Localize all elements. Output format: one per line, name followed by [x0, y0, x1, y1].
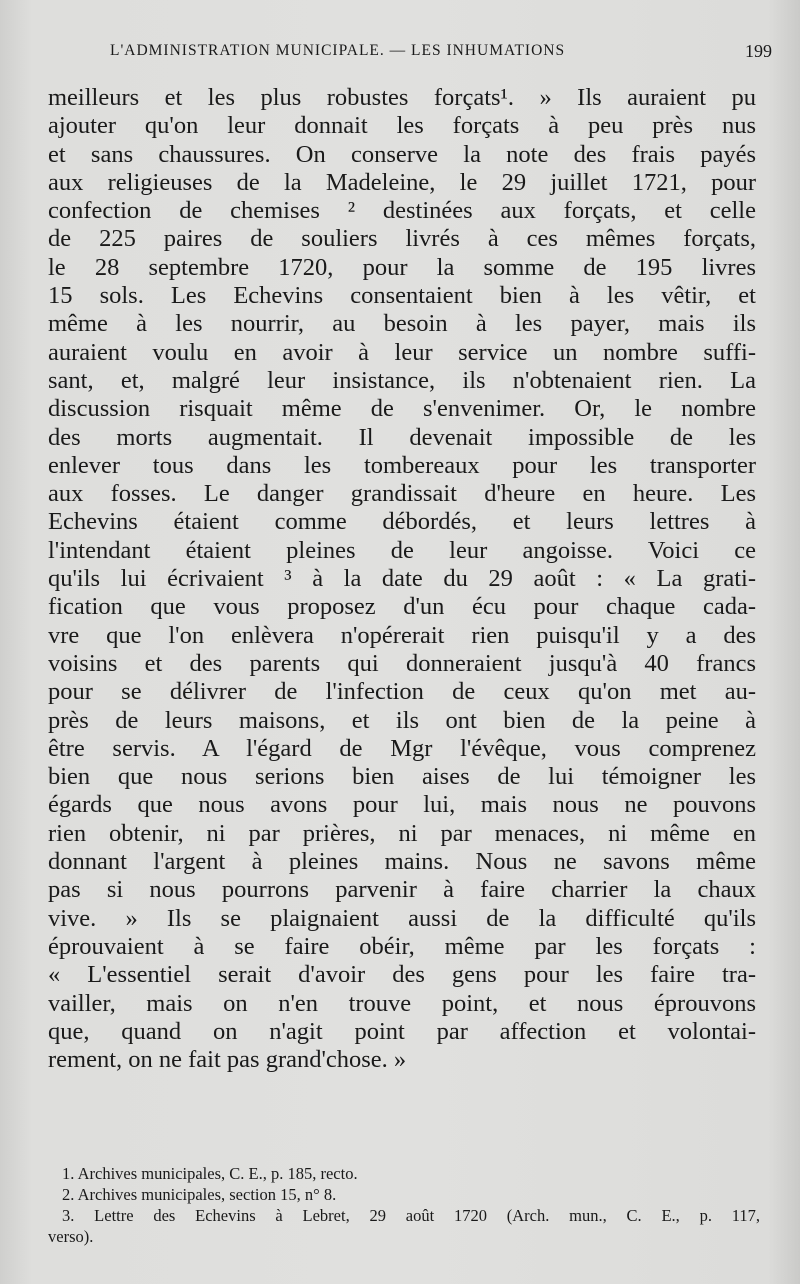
- text-line: bien que nous serions bien aises de lui témoigner les: [48, 763, 756, 791]
- text-line: qu'ils lui écrivaient ³ à la date du 29 août : « La grati-: [48, 565, 756, 593]
- text-line: discussion risquait même de s'envenimer. Or, le nombre: [48, 395, 756, 423]
- text-line: rement, on ne fait pas grand'chose. »: [48, 1046, 407, 1074]
- text-line: aux fosses. Le danger grandissait d'heure en heure. Les: [48, 480, 756, 508]
- text-line: l'intendant étaient pleines de leur angoisse. Voici ce: [48, 536, 756, 564]
- text-line: vailler, mais on n'en trouve point, et nous éprouvons: [48, 989, 756, 1017]
- text-line: pour se délivrer de l'infection de ceux qu'on met au-: [48, 678, 756, 706]
- text-line: sant, et, malgré leur insistance, ils n'obtenaient rien. La: [48, 366, 756, 394]
- text-line: de 225 paires de souliers livrés à ces mêmes forçats,: [48, 225, 756, 253]
- page-number: 199: [745, 40, 772, 61]
- text-line: enlever tous dans les tombereaux pour les transporter: [48, 451, 756, 479]
- text-line: aux religieuses de la Madeleine, le 29 juillet 1721, pour: [48, 168, 756, 196]
- footnote: 3. Lettre des Echevins à Lebret, 29 août 1720 (Arch. mun., C. E., p. 117,: [62, 1206, 760, 1225]
- text-line: que, quand on n'agit point par affection et volontai-: [48, 1017, 756, 1045]
- footnotes: [48, 1163, 760, 1247]
- text-line: 15 sols. Les Echevins consentaient bien à les vêtir, et: [48, 282, 756, 310]
- text-line: donnant l'argent à pleines mains. Nous ne savons même: [48, 848, 756, 876]
- text-line: meilleurs et les plus robustes forçats¹. » Ils auraient pu: [48, 84, 756, 111]
- running-header: [110, 38, 772, 64]
- text-line: éprouvaient à se faire obéir, même par les forçats :: [48, 932, 756, 960]
- text-line: vre que l'on enlèvera n'opérerait rien puisqu'il y a des: [48, 621, 756, 649]
- text-line: ajouter qu'on leur donnait les forçats à peu près nus: [48, 112, 756, 140]
- text-line: Echevins étaient comme débordés, et leurs lettres à: [48, 508, 756, 536]
- text-line: « L'essentiel serait d'avoir des gens pour les faire tra-: [48, 961, 756, 989]
- text-line: voisins et des parents qui donneraient jusqu'à 40 francs: [48, 649, 756, 677]
- text-line: le 28 septembre 1720, pour la somme de 195 livres: [48, 253, 756, 281]
- text-line: même à les nourrir, au besoin à les payer, mais ils: [48, 310, 756, 338]
- text-line: être servis. A l'égard de Mgr l'évêque, vous comprenez: [48, 734, 756, 762]
- text-line: vive. » Ils se plaignaient aussi de la difficulté qu'ils: [48, 904, 756, 932]
- text-line: auraient voulu en avoir à leur service un nombre suffi-: [48, 338, 756, 366]
- text-line: confection de chemises ² destinées aux forçats, et celle: [48, 197, 756, 225]
- footnote: 1. Archives municipales, C. E., p. 185, recto.: [62, 1164, 358, 1183]
- footnote: 2. Archives municipales, section 15, n° 8.: [62, 1185, 337, 1204]
- footnote-continuation: verso).: [48, 1227, 94, 1246]
- running-title: L'ADMINISTRATION MUNICIPALE. — LES INHUMATIONS: [110, 42, 566, 59]
- body-text: [48, 84, 756, 1074]
- text-line: fication que vous proposez d'un écu pour chaque cada-: [48, 593, 756, 621]
- text-line: pas si nous pourrons parvenir à faire charrier la chaux: [48, 876, 756, 904]
- text-line: et sans chaussures. On conserve la note des frais payés: [48, 140, 756, 168]
- text-line: égards que nous avons pour lui, mais nous ne pouvons: [48, 791, 756, 819]
- text-line: rien obtenir, ni par prières, ni par menaces, ni même en: [48, 819, 756, 847]
- text-line: des morts augmentait. Il devenait impossible de les: [48, 423, 756, 451]
- text-line: près de leurs maisons, et ils ont bien de la peine à: [48, 706, 756, 734]
